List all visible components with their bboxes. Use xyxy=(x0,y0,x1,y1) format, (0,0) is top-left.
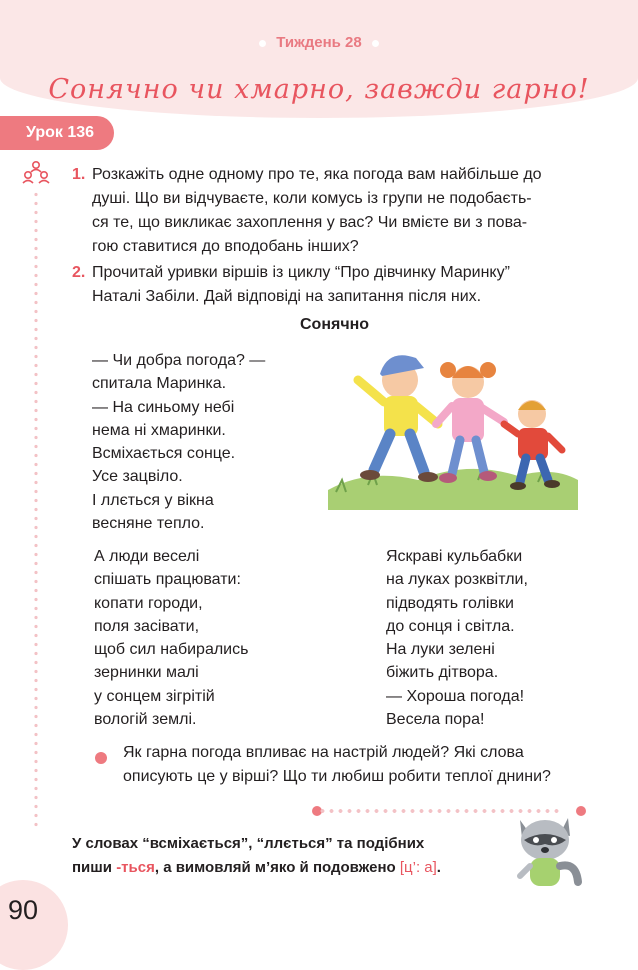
poem-line: Всміхається сонце. xyxy=(92,445,236,463)
dot-decoration xyxy=(372,40,379,47)
poem-line: — На синьому небі xyxy=(92,398,235,416)
stanza-1 xyxy=(92,349,265,535)
poem-line: Весела пора! xyxy=(386,711,485,729)
poem-line: Яскраві кульбабки xyxy=(386,548,523,565)
children-running-illustration xyxy=(328,340,578,510)
task-line: гою ставитися до вподобань інших? xyxy=(92,238,359,255)
group-work-icon xyxy=(22,160,50,186)
task-line: ся те, що викликає захоплення у вас? Чи вмієте ви з пова- xyxy=(92,214,528,231)
poem-line: Усе зацвіло. xyxy=(92,468,183,486)
task-1 xyxy=(72,163,602,259)
raccoon-mascot xyxy=(508,810,583,890)
task-number: 2. xyxy=(72,264,86,281)
poem-line: На луки зелені xyxy=(386,641,495,659)
rule-sound: [ц’: а] xyxy=(399,859,437,876)
dot-decoration xyxy=(259,40,266,47)
poem-line: копати городи, xyxy=(94,594,203,612)
dotted-margin-line xyxy=(34,190,38,830)
poem-line: вологій землі. xyxy=(94,711,197,729)
lesson-badge: Урок 136 xyxy=(0,116,114,150)
rule-line xyxy=(72,856,502,880)
poem-line: нема ні хмаринки. xyxy=(92,421,226,439)
question-bullet xyxy=(95,752,107,764)
poem-line: щоб сил набирались xyxy=(94,641,249,659)
task-line: Розкажіть одне одному про те, яка погода вам найбільше до xyxy=(92,166,542,183)
spelling-rule xyxy=(72,832,502,880)
poem-line: І ллється у вікна xyxy=(92,491,214,509)
poem-line: до сонця і світла. xyxy=(386,617,515,635)
question-line: Як гарна погода впливає на настрій людей? Які слова xyxy=(123,744,524,761)
stanza-3 xyxy=(386,545,528,731)
poem-line: весняне тепло. xyxy=(92,515,205,533)
task-line: Наталі Забіли. Дай відповіді на запитання після них. xyxy=(92,288,482,305)
stanza-2 xyxy=(94,545,248,731)
poem-line: спішать працювати: xyxy=(94,571,241,589)
poem-line: поля засівати, xyxy=(94,617,200,635)
question-line: описують це у вірші? Що ти любиш робити теплої днини? xyxy=(123,768,551,785)
poem-line: — Чи добра погода? — xyxy=(92,352,266,369)
poem-line: спитала Маринка. xyxy=(92,375,227,393)
poem-line: на луках розквітли, xyxy=(386,571,528,589)
poem-line: у сонцем зігрітій xyxy=(94,687,215,705)
poem-title: Сонячно xyxy=(300,316,370,333)
task-line: душі. Що ви відчуваєте, коли комусь із групи не подобаєть- xyxy=(92,190,532,207)
rule-text: , а вимовляй м’яко й подовжено xyxy=(154,859,400,876)
page-title: Сонячно чи хмарно, завжди гарно! xyxy=(48,74,590,105)
task-2 xyxy=(72,261,602,309)
poem-line: підводять голівки xyxy=(386,594,514,612)
poem-line: А люди веселі xyxy=(94,548,200,565)
rule-line: У словах “всміхається”, “ллється” та подібних xyxy=(72,835,425,852)
poem-line: — Хороша погода! xyxy=(386,687,525,705)
week-text: Тиждень 28 xyxy=(276,34,362,51)
rule-text: . xyxy=(436,859,441,876)
week-label xyxy=(0,34,638,51)
rule-text: пиши xyxy=(72,859,117,876)
page-number: 90 xyxy=(8,895,39,925)
poem-line: біжить дітвора. xyxy=(386,664,499,682)
rule-suffix: -ться xyxy=(116,859,155,876)
task-line: Прочитай уривки віршів із циклу “Про дівчинку Маринку” xyxy=(92,264,510,281)
poem-line: зернинки малі xyxy=(94,664,199,682)
task-number: 1. xyxy=(72,166,86,183)
question-block xyxy=(123,741,598,789)
